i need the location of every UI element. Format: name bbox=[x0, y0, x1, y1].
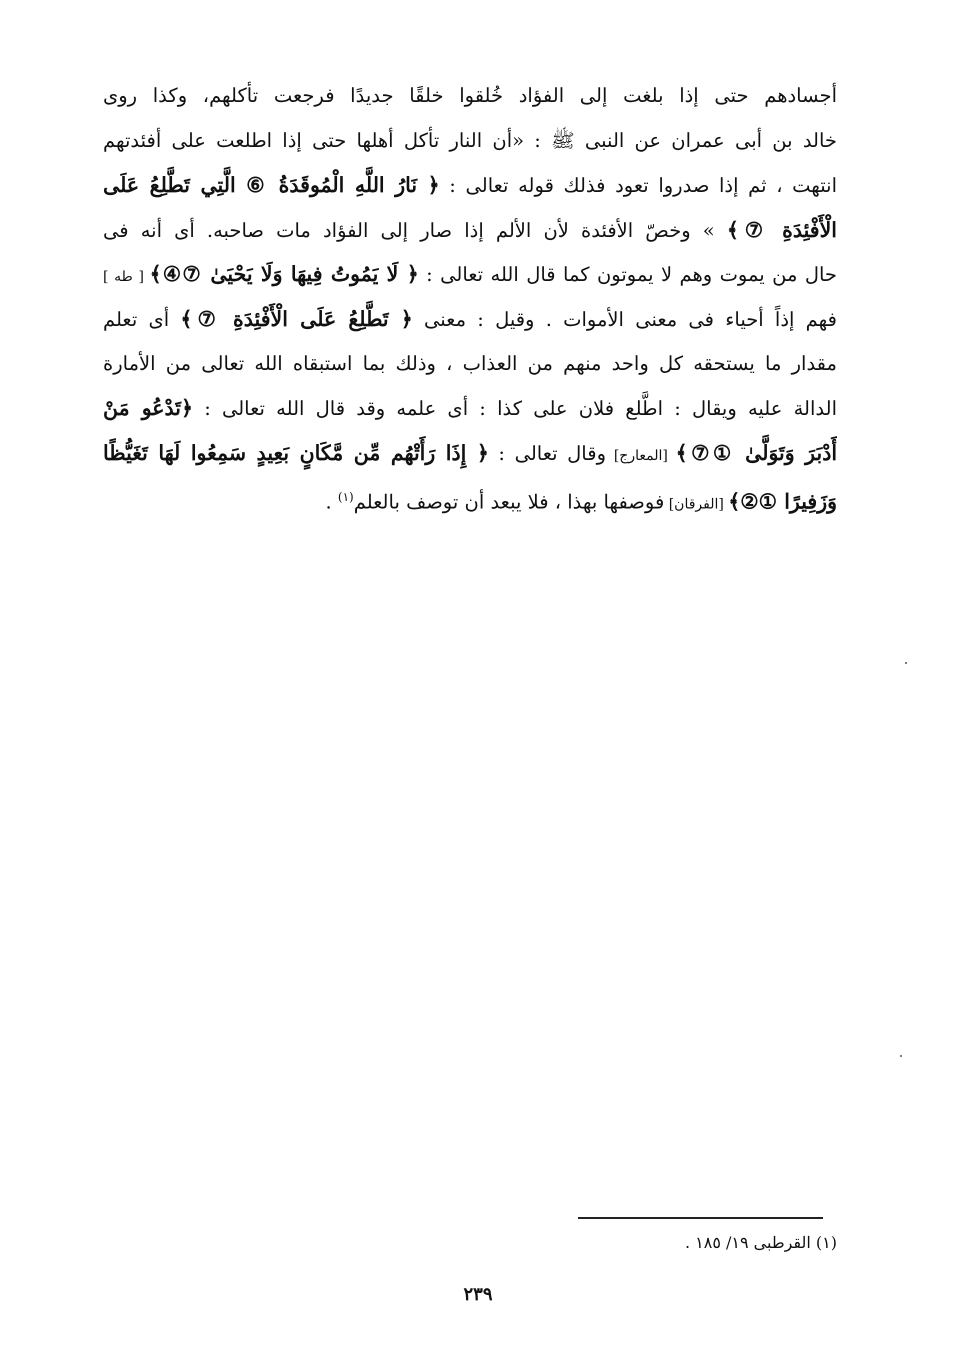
footnote-divider bbox=[578, 1217, 823, 1219]
text-line-9: أَدْبَرَ وَتَوَلَّىٰ ①⑦﴾ [المعارج] وقال تعالى : ﴿ إِذَا رَأَتْهُم مِّن مَّكَانٍ بَعِيدٍ سَمِعُوا لَهَا تَغَيُّظًا bbox=[103, 440, 837, 465]
surah-reference: [ طه ] bbox=[103, 269, 150, 286]
text-line-7: مقدار ما يستحقه كل واحد منهم من العذاب ، وذلك بما استبقاه الله تعالى من الأمارة bbox=[103, 351, 837, 375]
text-line-10: وَزَفِيرًا ①②﴾ [الفرقان] فوصفها بهذا ، فلا يبعد أن توصف بالعلم$^{(١)}$ . bbox=[325, 489, 837, 514]
text-line-4: الْأَفْئِدَةِ ⑦﴾ » وخصّ الأفئدة لأن الألم إذا صار إلى الفؤاد مات صاحبه. أى أنه فى bbox=[103, 217, 837, 242]
quran-verse: ﴿ لَا يَمُوتُ فِيهَا وَلَا يَحْيَىٰ ⑦④﴾ bbox=[149, 262, 419, 287]
text-line-5: حال من يموت وهم لا يموتون كما قال الله تعالى : ﴿ لَا يَمُوتُ فِيهَا وَلَا يَحْيَىٰ ⑦④﴾ [ طه ] bbox=[103, 262, 837, 287]
footnote: (١) القرطبى ١٩/ ١٨٥ . bbox=[684, 1233, 837, 1252]
text-line-2: خالد بن أبى عمران عن النبى ﷺ : «أن النار تأكل أهلها حتى إذا اطلعت على أفئدتهم bbox=[103, 128, 837, 152]
surah-reference: [الفرقان] bbox=[664, 496, 729, 513]
surah-reference: [المعارج] bbox=[606, 447, 676, 464]
text-line-6: فهم إذاً أحياء فى معنى الأموات . وقيل : معنى ﴿ تَطَّلِعُ عَلَى الْأَفْئِدَةِ ⑦﴾ أى تعلم bbox=[103, 306, 837, 331]
body-text bbox=[103, 74, 837, 520]
quran-verse: ﴿ إِذَا رَأَتْهُم مِّن مَّكَانٍ بَعِيدٍ سَمِعُوا لَهَا تَغَيُّظًا bbox=[103, 440, 489, 465]
page-number: ٢٣٩ bbox=[463, 1284, 493, 1305]
scan-speck bbox=[900, 1055, 902, 1057]
quran-verse: الْأَفْئِدَةِ ⑦﴾ bbox=[726, 217, 837, 242]
scan-speck bbox=[905, 662, 907, 664]
quran-verse: أَدْبَرَ وَتَوَلَّىٰ ①⑦﴾ bbox=[675, 440, 837, 465]
footnote-marker: (١) bbox=[337, 490, 354, 505]
text-line-8: الدالة عليه ويقال : اطَّلع فلان على كذا : أى علمه وقد قال الله تعالى : ﴿تَدْعُو مَنْ bbox=[103, 396, 837, 421]
quran-verse: وَزَفِيرًا ①②﴾ bbox=[728, 489, 837, 514]
quran-verse: ﴿تَدْعُو مَنْ bbox=[103, 396, 194, 421]
quran-verse: ﴿ تَطَّلِعُ عَلَى الْأَفْئِدَةِ ⑦﴾ bbox=[180, 306, 413, 331]
text-line-3: انتهت ، ثم إذا صدروا تعود فذلك قوله تعالى : ﴿ نَارُ اللَّهِ الْمُوقَدَةُ ⑥ الَّتِي تَطَّلِعُ عَلَى bbox=[103, 173, 837, 198]
text-line-1: أجسادهم حتى إذا بلغت إلى الفؤاد خُلقوا خلقًا جديدًا فرجعت تأكلهم، وكذا روى bbox=[103, 84, 837, 107]
quran-verse: ﴿ نَارُ اللَّهِ الْمُوقَدَةُ ⑥ الَّتِي تَطَّلِعُ عَلَى bbox=[103, 173, 440, 198]
